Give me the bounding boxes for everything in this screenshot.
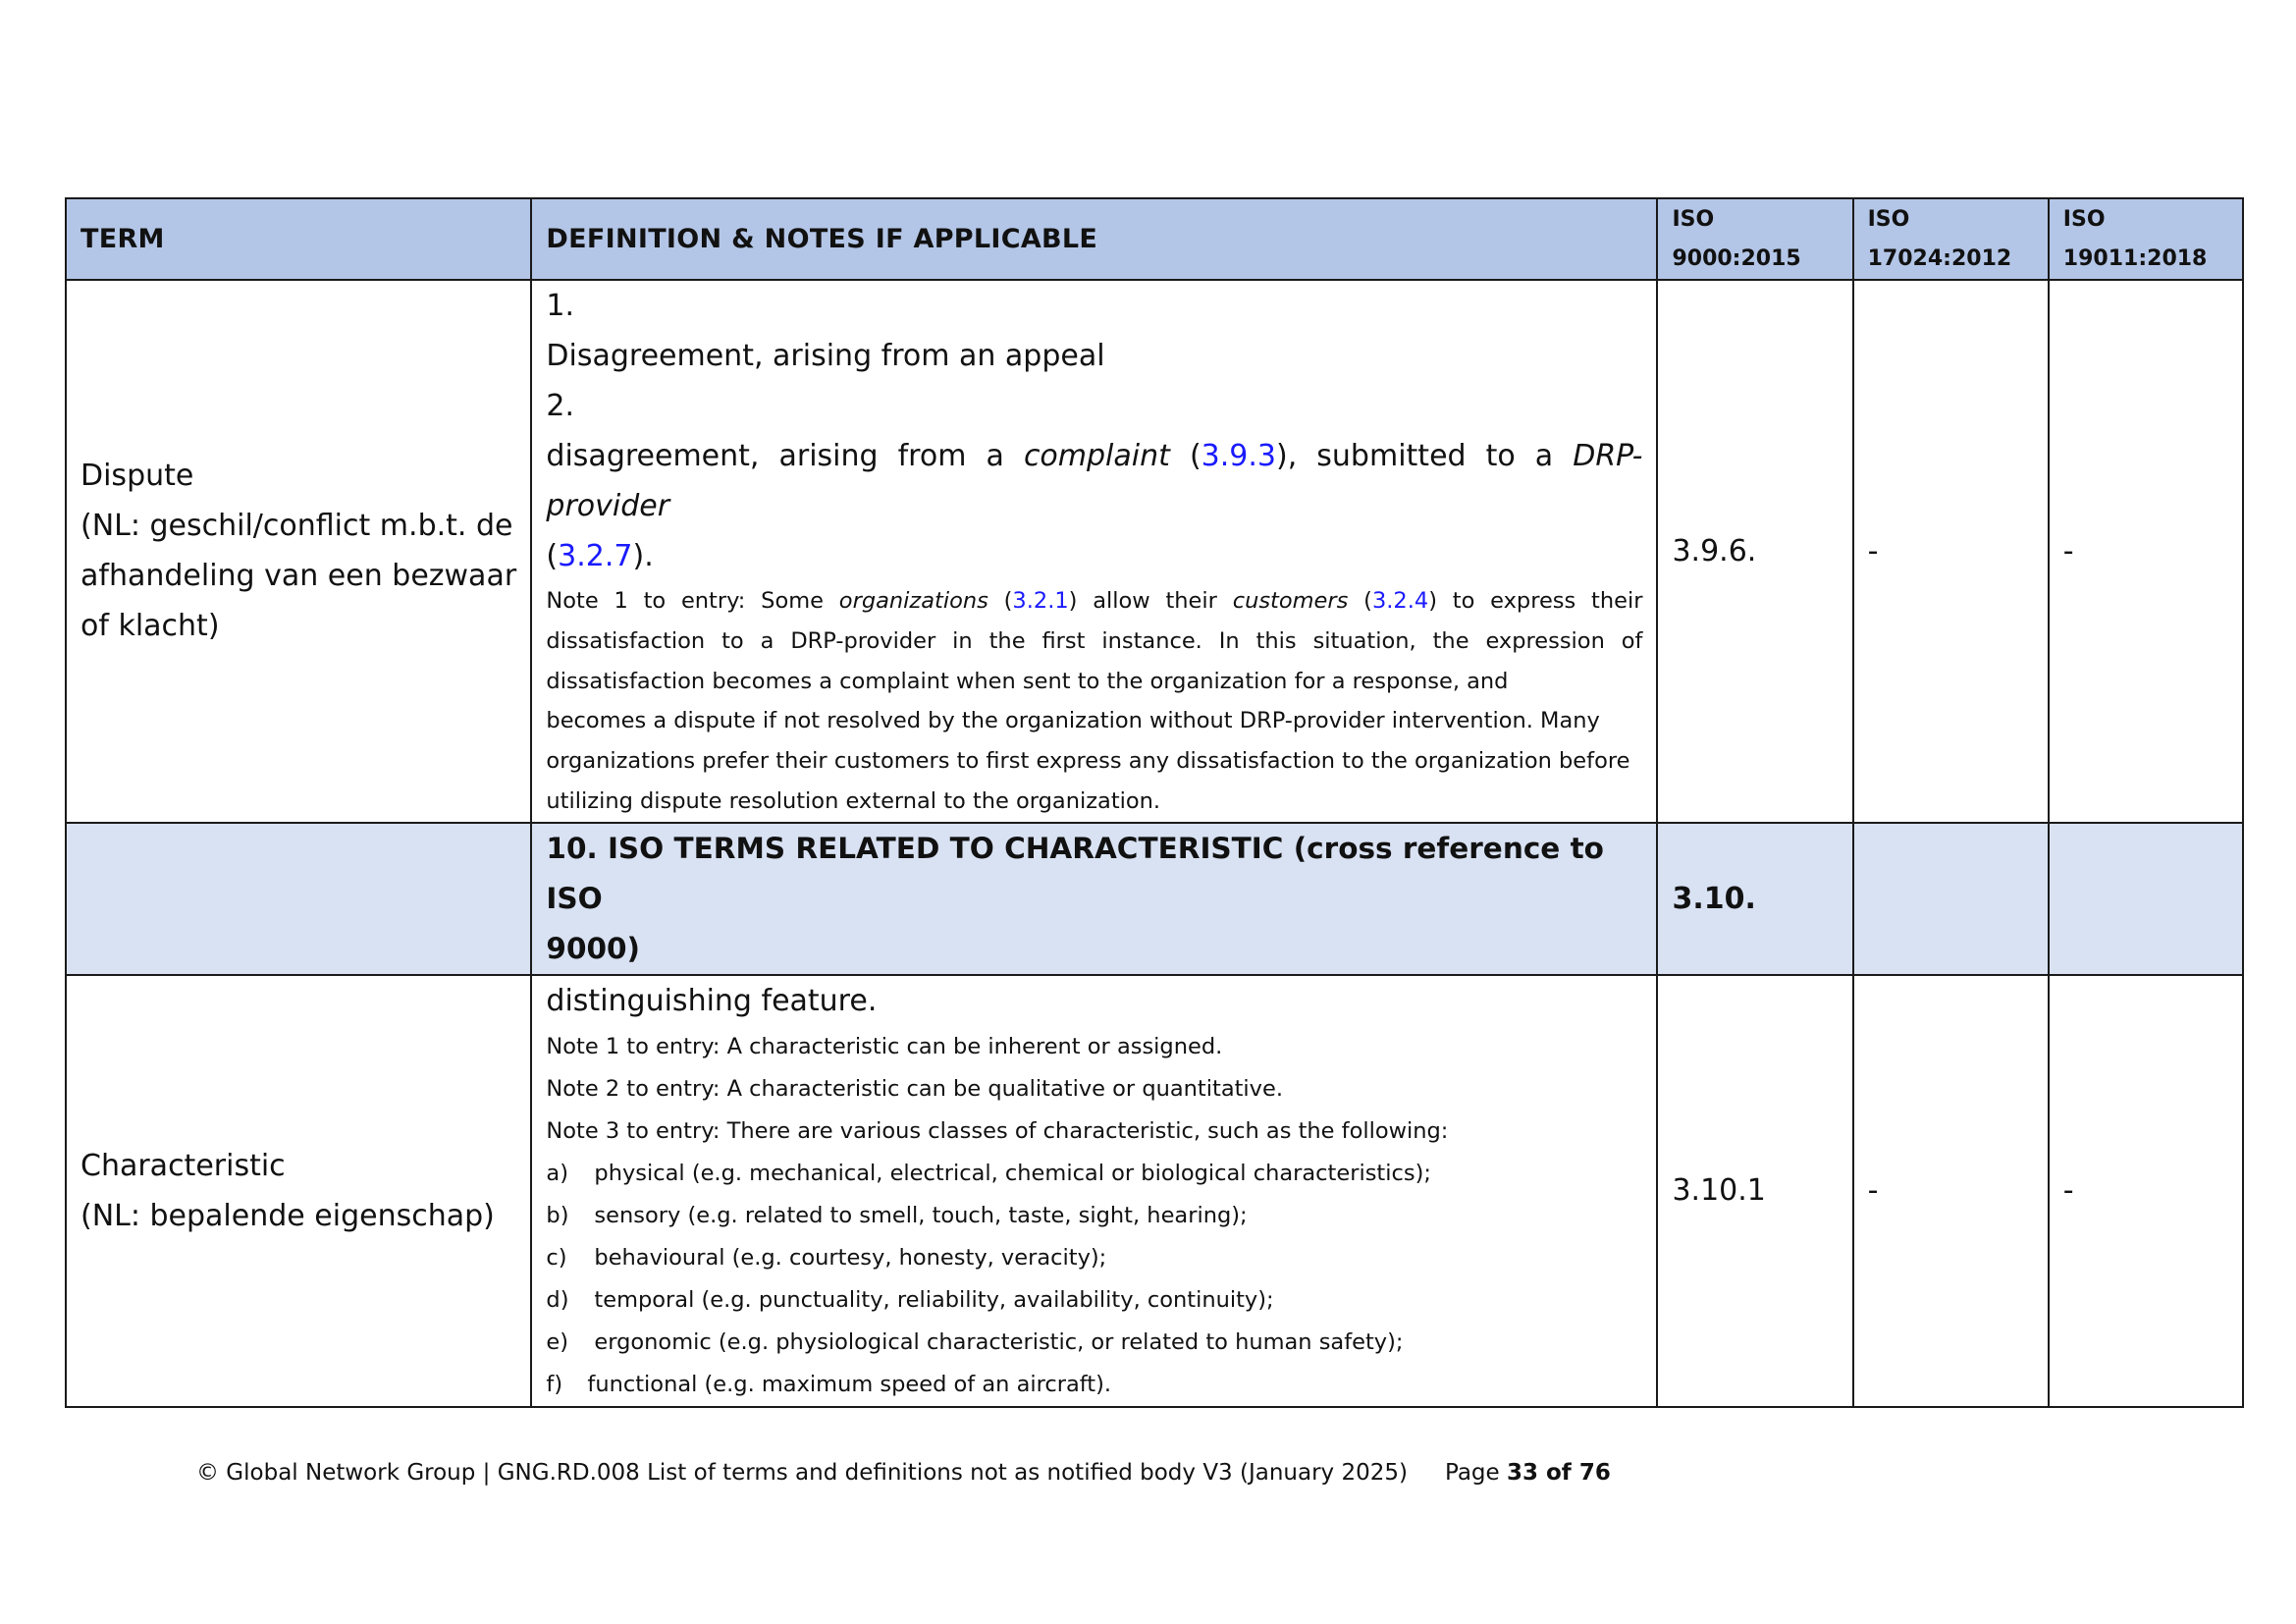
header-iso17024 — [1853, 198, 2049, 280]
page-number: Page 33 of 76 — [1444, 1460, 1611, 1486]
definition-2-number: 2. — [546, 389, 575, 423]
definition-2-ref: (3.2.7). — [546, 539, 654, 573]
ref-link-3-9-3[interactable]: 3.9.3 — [1201, 439, 1276, 473]
header-iso17024-line2: 17024:2012 — [1867, 245, 2012, 271]
list-item: f) functional (e.g. maximum speed of an aircraft). — [546, 1371, 1112, 1397]
header-iso9000 — [1657, 198, 1852, 280]
section-row — [66, 823, 2243, 975]
section-title-line1: 10. ISO TERMS RELATED TO CHARACTERISTIC (cross reference to ISO — [546, 831, 1604, 915]
list-item: c) behavioural (e.g. courtesy, honesty, veracity); — [546, 1244, 1107, 1271]
note-line: becomes a dispute if not resolved by the organization without DRP-provider intervention. Many — [546, 708, 1600, 734]
section-title-line2: 9000) — [546, 931, 641, 965]
section-iso9000: 3.10. — [1657, 823, 1852, 975]
term-cell-characteristic — [66, 975, 531, 1407]
term-characteristic-nl: (NL: bepalende eigenschap) — [80, 1198, 495, 1233]
header-term: TERM — [66, 198, 531, 280]
term-dispute: Dispute — [80, 459, 194, 494]
table-header-row — [66, 198, 2243, 280]
table-row — [66, 975, 2243, 1407]
term-characteristic: Characteristic — [80, 1148, 286, 1183]
header-iso19011 — [2049, 198, 2243, 280]
section-iso17024 — [1853, 823, 2049, 975]
list-item: d) temporal (e.g. punctuality, reliability, availability, continuity); — [546, 1286, 1274, 1313]
header-iso19011-line1: ISO — [2062, 206, 2106, 232]
terms-table — [65, 197, 2244, 1408]
note-line: utilizing dispute resolution external to the organization. — [546, 787, 1161, 814]
header-definition: DEFINITION & NOTES IF APPLICABLE — [531, 198, 1657, 280]
iso9000-characteristic: 3.10.1 — [1657, 975, 1852, 1407]
definition-cell-dispute — [531, 280, 1657, 823]
ref-link-3-2-4[interactable]: 3.2.4 — [1371, 588, 1429, 614]
iso19011-dispute: - — [2049, 280, 2243, 823]
list-item: b) sensory (e.g. related to smell, touch, taste, sight, hearing); — [546, 1202, 1248, 1228]
definition-1-number: 1. — [546, 289, 575, 323]
note-line: Note 1 to entry: Some organizations (3.2.1) allow their customers (3.2.4) to express their — [546, 588, 1643, 614]
definition-1-text: Disagreement, arising from an appeal — [546, 339, 1105, 373]
iso17024-dispute: - — [1853, 280, 2049, 823]
iso17024-characteristic: - — [1853, 975, 2049, 1407]
list-item: e) ergonomic (e.g. physiological characteristic, or related to human safety); — [546, 1328, 1404, 1355]
term-dispute-nl: (NL: geschil/conflict m.b.t. de afhandeling van een bezwaar of klacht) — [80, 509, 517, 644]
header-iso19011-line2: 19011:2018 — [2062, 245, 2208, 271]
iso19011-characteristic: - — [2049, 975, 2243, 1407]
header-iso9000-line2: 9000:2015 — [1672, 245, 1801, 271]
definition-2-text: disagreement, arising from a complaint (3.9.3), submitted to a DRP-provider — [546, 439, 1643, 523]
header-iso17024-line1: ISO — [1867, 206, 1910, 232]
section-iso19011 — [2049, 823, 2243, 975]
table-row — [66, 280, 2243, 823]
iso9000-dispute: 3.9.6. — [1657, 280, 1852, 823]
footer-text: © Global Network Group | GNG.RD.008 List of terms and definitions not as notified body V3 (January 2025) — [196, 1460, 1408, 1486]
note-line: dissatisfaction becomes a complaint when sent to the organization for a response, and — [546, 668, 1509, 694]
list-item: a) physical (e.g. mechanical, electrical, chemical or biological characteristics); — [546, 1160, 1431, 1186]
section-term-cell — [66, 823, 531, 975]
note-line: Note 3 to entry: There are various classes of characteristic, such as the following: — [546, 1117, 1449, 1144]
term-cell-dispute — [66, 280, 531, 823]
ref-link-3-2-7[interactable]: 3.2.7 — [558, 539, 633, 573]
note-line: organizations prefer their customers to first express any dissatisfaction to the organization before — [546, 748, 1630, 775]
note-line: Note 2 to entry: A characteristic can be qualitative or quantitative. — [546, 1075, 1283, 1102]
ref-link-3-2-1[interactable]: 3.2.1 — [1012, 588, 1069, 614]
definition-text: distinguishing feature. — [546, 983, 878, 1018]
note-line: Note 1 to entry: A characteristic can be inherent or assigned. — [546, 1033, 1223, 1059]
note-line: dissatisfaction to a DRP-provider in the first instance. In this situation, the expression of — [546, 627, 1643, 654]
header-iso9000-line1: ISO — [1672, 206, 1715, 232]
page-footer — [196, 1460, 1611, 1486]
definition-cell-characteristic — [531, 975, 1657, 1407]
section-title-cell — [531, 823, 1657, 975]
